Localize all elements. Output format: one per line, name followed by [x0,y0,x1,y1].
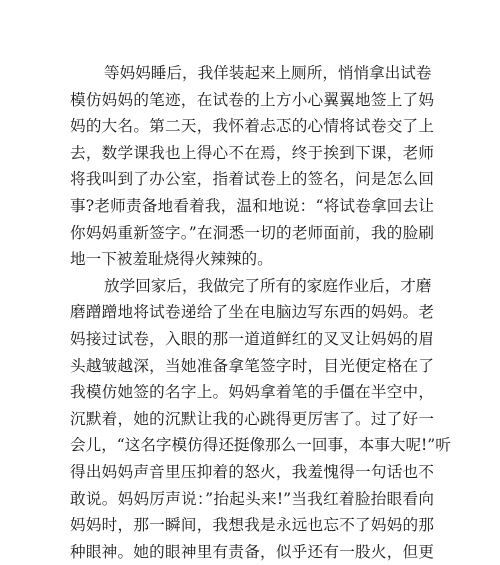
text-line: 妈妈时，那一瞬间，我想我是永远也忘不了妈妈的那 [70,516,434,535]
text-line: 敢说。妈妈厉声说：”抬起头来!”当我红着脸抬眼看向 [70,489,434,508]
text-line: 会儿，“这名字模仿得还挺像那么一回事，本事大呢!”听 [70,436,451,455]
text-line: 地一下被羞耻烧得火辣辣的。 [70,250,273,269]
text-line: 模仿妈妈的笔迹，在试卷的上方小心翼翼地签上了妈 [70,90,434,109]
text-line: 得出妈妈声音里压抑着的怒火，我羞愧得一句话也不 [70,462,434,481]
text-line: 放学回家后，我做完了所有的家庭作业后，才磨 [104,276,432,295]
text-line: 将我叫到了办公室，指着试卷上的签名，问是怎么回 [70,170,434,189]
text-line: 等妈妈睡后，我佯装起来上厕所，悄悄拿出试卷 [104,64,432,82]
text-line: 事?老师责备地看着我，温和地说：“将试卷拿回去让 [70,196,434,215]
text-line: 种眼神。她的眼神里有责备，似乎还有一股火，但更 [70,542,434,561]
article-body [70,60,451,565]
text-line: 沉默着，她的沉默让我的心跳得更厉害了。过了好一 [70,409,434,428]
paragraph-1 [70,60,434,273]
text-line: 磨蹭蹭地将试卷递给了坐在电脑边写东西的妈妈。老 [70,303,434,322]
text-line: 你妈妈重新签字。”在洞悉一切的老师面前，我的脸刷 [70,223,434,242]
text-line: 妈接过试卷，入眼的那一道道鲜红的叉叉让妈妈的眉 [70,329,434,348]
text-line: 我模仿她签的名字上。妈妈拿着笔的手僵在半空中， [70,383,434,402]
paragraph-2 [70,273,451,565]
text-line: 头越皱越深，当她准备拿笔签字时，目光便定格在了 [70,356,434,375]
text-line: 去，数学课我也上得心不在焉，终于挨到下课，老师 [70,143,434,162]
text-line: 妈的大名。第二天，我怀着忐忑的心情将试卷交了上 [70,117,434,136]
